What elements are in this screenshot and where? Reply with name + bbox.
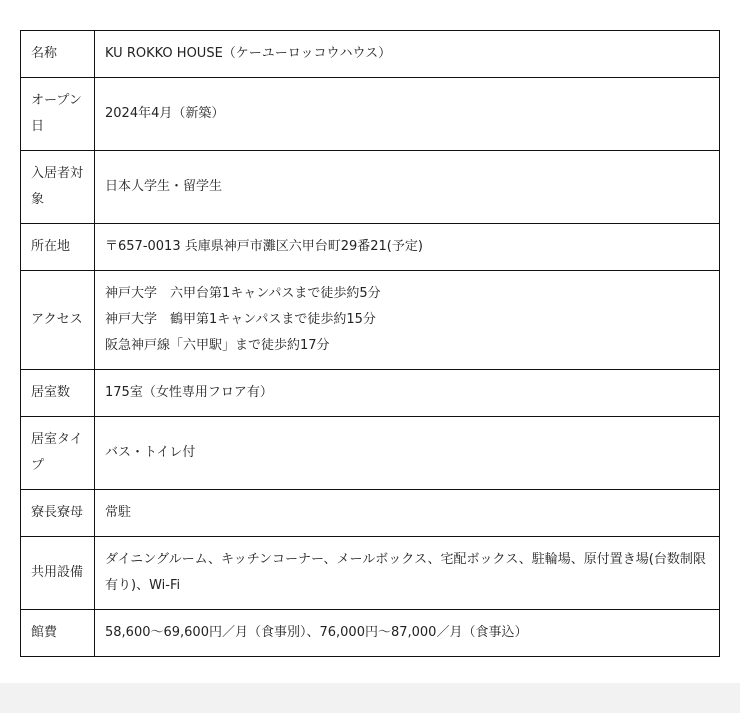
row-value: [95, 610, 720, 657]
value-line: 神戸大学 鶴甲第1キャンパスまで徒歩約15分: [105, 312, 376, 327]
value-line: 2024年4月（新築）: [105, 106, 225, 121]
row-value: [95, 537, 720, 610]
value-line: 日本人学生・留学生: [105, 179, 223, 194]
row-label: アクセス: [21, 271, 95, 370]
row-label: 居室タイプ: [21, 417, 95, 490]
row-label: 居室数: [21, 370, 95, 417]
table-row-access: [21, 271, 720, 370]
row-label: 共用設備: [21, 537, 95, 610]
row-value: [95, 31, 720, 78]
table-row-target: [21, 151, 720, 224]
table-row-address: [21, 224, 720, 271]
value-line: 175室（女性専用フロア有）: [105, 385, 273, 400]
row-label: 入居者対象: [21, 151, 95, 224]
row-value: [95, 78, 720, 151]
row-value: [95, 271, 720, 370]
value-line: 神戸大学 六甲台第1キャンパスまで徒歩約5分: [105, 286, 381, 301]
value-line: 58,600～69,600円／月（食事別）、76,000円～87,000／月（食事込）: [105, 625, 528, 640]
table-row-fee: [21, 610, 720, 657]
row-label: 名称: [21, 31, 95, 78]
row-label: オープン日: [21, 78, 95, 151]
row-value: [95, 370, 720, 417]
value-line: 常駐: [105, 505, 132, 520]
row-value: [95, 224, 720, 271]
row-value: [95, 417, 720, 490]
row-value: [95, 151, 720, 224]
row-value: [95, 490, 720, 537]
table-row-name: [21, 31, 720, 78]
value-line: 阪急神戸線「六甲駅」まで徒歩約17分: [105, 338, 330, 353]
table-row-room-type: [21, 417, 720, 490]
value-line: バス・トイレ付: [105, 445, 196, 460]
info-table: [20, 30, 720, 657]
row-label: 館費: [21, 610, 95, 657]
value-line: ダイニングルーム、キッチンコーナー、メールボックス、宅配ボックス、駐輪場、原付置き場(台数制限有り)、Wi-Fi: [105, 552, 706, 593]
table-row-room-count: [21, 370, 720, 417]
value-line: KU ROKKO HOUSE（ケーユーロッコウハウス）: [105, 46, 392, 61]
table-row-open-date: [21, 78, 720, 151]
table-row-facilities: [21, 537, 720, 610]
row-label: 所在地: [21, 224, 95, 271]
table-row-managers: [21, 490, 720, 537]
row-label: 寮長寮母: [21, 490, 95, 537]
value-line: 〒657-0013 兵庫県神戸市灘区六甲台町29番21(予定): [105, 239, 423, 254]
